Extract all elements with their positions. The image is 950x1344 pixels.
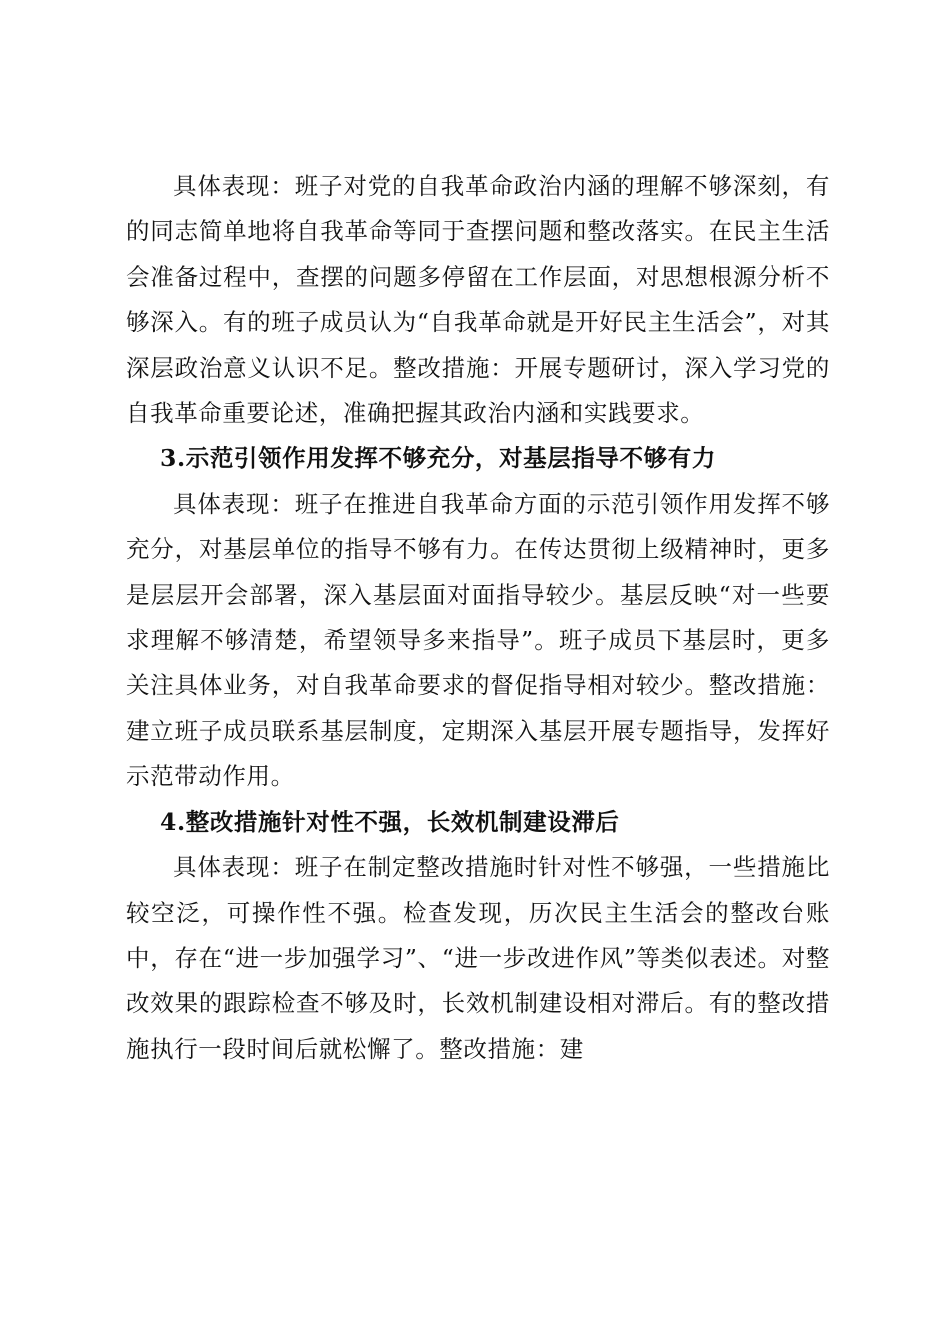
paragraph-performance-4: 具体表现：班子在制定整改措施时针对性不够强，一些措施比较空泛，可操作性不强。检查发现，历次民主生活会的整改台账中，存在“进一步加强学习”、“进一步改进作风”等类似表述。对整改效果的跟踪检查不够及时，长效机制建设相对滞后。有的整改措施执行一段时间后就松懈了。整改措施：建 <box>126 853 830 1063</box>
section-heading-3: 3.示范引领作用发挥不够充分，对基层指导不够有力 <box>160 444 716 473</box>
paragraph-performance-3: 具体表现：班子在推进自我革命方面的示范引领作用发挥不够充分，对基层单位的指导不够有力。在传达贯彻上级精神时，更多是层层开会部署，深入基层面对面指导较少。基层反映“对一些要求理解不够清楚，希望领导多来指导”。班子成员下基层时，更多关注具体业务，对自我革命要求的督促指导相对较少。整改措施：建立班子成员联系基层制度，定期深入基层开展专题指导，发挥好示范带动作用。 <box>126 489 830 791</box>
section-heading-4: 4.整改措施针对性不强，长效机制建设滞后 <box>160 807 620 836</box>
document-body <box>126 164 830 1072</box>
paragraph-performance-1: 具体表现：班子对党的自我革命政治内涵的理解不够深刻，有的同志简单地将自我革命等同于查摆问题和整改落实。在民主生活会准备过程中，查摆的问题多停留在工作层面，对思想根源分析不够深入。有的班子成员认为“自我革命就是开好民主生活会”，对其深层政治意义认识不足。整改措施：开展专题研讨，深入学习党的自我革命重要论述，准确把握其政治内涵和实践要求。 <box>126 172 830 428</box>
